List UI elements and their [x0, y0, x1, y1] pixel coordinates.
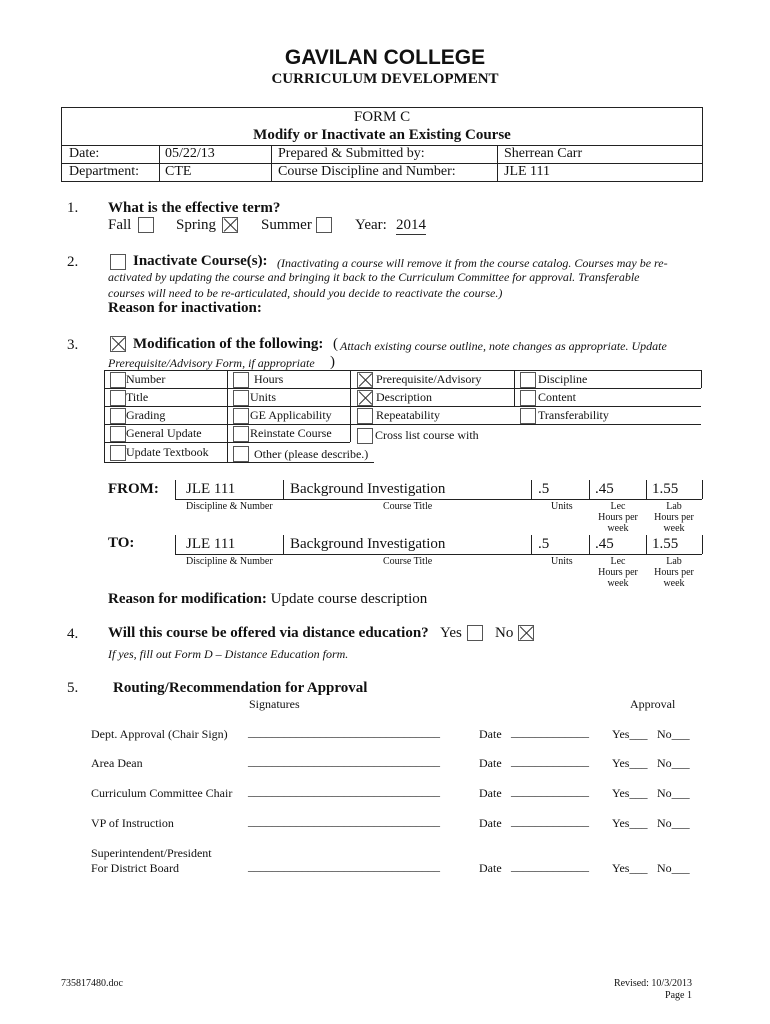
q1-number: 1. — [67, 200, 79, 216]
routing-date-line[interactable]: _____________ — [511, 754, 589, 768]
option-textbook-checkbox[interactable] — [110, 445, 126, 461]
routing-date-label: Date — [479, 861, 502, 875]
q3-note-line2: Prerequisite/Advisory Form, if appropriate — [108, 356, 315, 370]
approval-header: Approval — [630, 697, 676, 711]
option-units-label: Units — [250, 390, 277, 404]
from-caption-lec: Lec Hours per week — [598, 501, 638, 534]
q5-title: Routing/Recommendation for Approval — [113, 680, 368, 696]
to-label: TO: — [108, 535, 135, 551]
routing-date-label: Date — [479, 756, 502, 770]
q2-title: Inactivate Course(s): — [133, 253, 268, 269]
from-caption-title: Course Title — [383, 501, 433, 512]
q5-number: 5. — [67, 680, 79, 696]
footer-filename: 735817480.doc — [61, 978, 123, 989]
to-course-title[interactable]: Background Investigation — [290, 536, 446, 552]
approval-yes[interactable]: Yes___ — [612, 786, 648, 800]
signature-line[interactable]: ________________________________ — [248, 859, 440, 873]
option-ge-label: GE Applicability — [250, 408, 332, 422]
q3-note-close: ) — [330, 354, 335, 370]
footer-revised: Revised: 10/3/2013 — [613, 978, 692, 989]
prepared-label: Prepared & Submitted by: — [278, 146, 425, 161]
option-transferability-label: Transferability — [538, 408, 609, 422]
q1-year-label: Year: — [355, 217, 387, 233]
curriculum-subtitle: CURRICULUM DEVELOPMENT — [271, 71, 499, 87]
course-value[interactable]: JLE 111 — [504, 164, 551, 179]
signature-line[interactable]: ________________________________ — [248, 754, 440, 768]
option-description-checkbox[interactable] — [357, 390, 373, 406]
q2-note-line1: (Inactivating a course will remove it from the course catalog. Courses may be re- — [277, 256, 668, 270]
approval-yes[interactable]: Yes___ — [612, 816, 648, 830]
option-other-label: Other (please describe.) — [254, 447, 369, 461]
to-units[interactable]: .5 — [538, 536, 550, 552]
footer-page: Page 1 — [665, 990, 692, 1001]
option-textbook-label: Update Textbook — [126, 445, 209, 459]
signature-line[interactable]: ________________________________ — [248, 814, 440, 828]
from-discipline[interactable]: JLE 111 — [186, 481, 236, 497]
q1-question: What is the effective term? — [108, 200, 281, 216]
q2-note-line3: courses will need to be re-articulated, should you decide to reactivate the course.) — [108, 286, 503, 300]
routing-role: VP of Instruction — [91, 816, 174, 830]
q4-question: Will this course be offered via distance education? — [108, 625, 429, 641]
from-caption-lab: Lab Hours per week — [654, 501, 694, 534]
inactivate-checkbox[interactable] — [110, 254, 126, 270]
college-title: GAVILAN COLLEGE — [284, 46, 486, 69]
option-hours-label: Hours — [254, 372, 284, 386]
approval-yes[interactable]: Yes___ — [612, 727, 648, 741]
from-course-title[interactable]: Background Investigation — [290, 481, 446, 497]
routing-role: Curriculum Committee Chair — [91, 786, 233, 800]
approval-no[interactable]: No___ — [657, 816, 690, 830]
from-row — [175, 480, 702, 500]
q1-spring-label: Spring — [176, 217, 217, 233]
routing-date-label: Date — [479, 786, 502, 800]
option-repeatability-label: Repeatability — [376, 408, 440, 422]
to-caption-units: Units — [551, 556, 573, 567]
modification-checkbox[interactable] — [110, 336, 126, 352]
option-transferability-checkbox[interactable] — [520, 408, 536, 424]
option-discipline-label: Discipline — [538, 372, 588, 386]
option-prerequisite-checkbox[interactable] — [357, 372, 373, 388]
option-ge-checkbox[interactable] — [233, 408, 249, 424]
option-title-checkbox[interactable] — [110, 390, 126, 406]
routing-role: Dept. Approval (Chair Sign) — [91, 727, 228, 741]
routing-date-label: Date — [479, 816, 502, 830]
spring-checkbox[interactable] — [222, 217, 238, 233]
from-lab-hours[interactable]: 1.55 — [652, 481, 679, 497]
option-content-checkbox[interactable] — [520, 390, 536, 406]
date-value[interactable]: 05/22/13 — [165, 146, 215, 161]
option-number-label: Number — [126, 372, 166, 386]
from-lec-hours[interactable]: .45 — [595, 481, 614, 497]
option-cross-list-label: Cross list course with — [375, 428, 479, 442]
routing-date-line[interactable]: _____________ — [511, 725, 589, 739]
q1-fall-label: Fall — [108, 217, 132, 233]
routing-role: Superintendent/President — [91, 846, 212, 860]
routing-role-line2: For District Board — [91, 861, 179, 875]
q3-note-line1: Attach existing course outline, note changes as appropriate. Update — [340, 339, 667, 353]
signature-line[interactable]: ________________________________ — [248, 784, 440, 798]
modification-reason-label: Reason for modification: — [108, 591, 267, 607]
form-title: Modify or Inactivate an Existing Course — [253, 127, 511, 143]
routing-role: Area Dean — [91, 756, 143, 770]
course-label: Course Discipline and Number: — [278, 164, 456, 179]
option-title-label: Title — [126, 390, 149, 404]
option-general-update-label: General Update — [126, 426, 202, 440]
routing-date-line[interactable]: _____________ — [511, 859, 589, 873]
fall-checkbox[interactable] — [138, 217, 154, 233]
option-repeatability-checkbox[interactable] — [357, 408, 373, 424]
approval-no[interactable]: No___ — [657, 861, 690, 875]
department-label: Department: — [69, 164, 139, 179]
q4-note: If yes, fill out Form D – Distance Education form. — [108, 647, 349, 661]
option-units-checkbox[interactable] — [233, 390, 249, 406]
option-prerequisite-label: Prerequisite/Advisory — [376, 372, 482, 386]
option-general-update-checkbox[interactable] — [110, 426, 126, 442]
option-discipline-checkbox[interactable] — [520, 372, 536, 388]
to-caption-discipline: Discipline & Number — [186, 556, 273, 567]
department-value[interactable]: CTE — [165, 164, 192, 179]
distance-no-checkbox[interactable] — [518, 625, 534, 641]
option-reinstate-checkbox[interactable] — [233, 426, 249, 442]
option-description-label: Description — [376, 390, 432, 404]
q2-number: 2. — [67, 254, 79, 270]
routing-date-line[interactable]: _____________ — [511, 784, 589, 798]
option-number-checkbox[interactable] — [110, 372, 126, 388]
distance-yes-checkbox[interactable] — [467, 625, 483, 641]
to-lab-hours[interactable]: 1.55 — [652, 536, 679, 552]
modification-reason — [108, 591, 427, 608]
approval-yes[interactable]: Yes___ — [612, 756, 648, 770]
to-lec-hours[interactable]: .45 — [595, 536, 614, 552]
option-other-checkbox[interactable] — [233, 446, 249, 462]
q4-yes-label: Yes — [440, 625, 462, 641]
routing-date-label: Date — [479, 727, 502, 741]
signature-line[interactable]: ________________________________ — [248, 725, 440, 739]
modification-reason-value[interactable]: Update course description — [270, 591, 428, 607]
q3-title: Modification of the following: — [133, 336, 324, 352]
option-content-label: Content — [538, 390, 576, 404]
option-hours-checkbox[interactable] — [233, 372, 249, 388]
routing-date-line[interactable]: _____________ — [511, 814, 589, 828]
q3-number: 3. — [67, 337, 79, 353]
q2-note-line2: activated by updating the course and bringing it back to the Curriculum Committee for approval. Transferable — [108, 270, 640, 284]
date-label: Date: — [69, 146, 100, 161]
option-grading-label: Grading — [126, 408, 166, 422]
q4-number: 4. — [67, 626, 79, 642]
q3-note-open: ( — [333, 336, 338, 352]
q4-no-label: No — [495, 625, 514, 641]
approval-no[interactable]: No___ — [657, 786, 690, 800]
to-caption-lec: Lec Hours per week — [598, 556, 638, 589]
q1-summer-label: Summer — [261, 217, 312, 233]
from-label: FROM: — [108, 481, 159, 497]
option-reinstate-label: Reinstate Course — [250, 426, 332, 440]
q1-year-value[interactable]: 2014 — [396, 217, 426, 233]
summer-checkbox[interactable] — [316, 217, 332, 233]
from-caption-units: Units — [551, 501, 573, 512]
approval-no[interactable]: No___ — [657, 727, 690, 741]
to-row — [175, 535, 702, 555]
modification-options-grid — [104, 370, 701, 463]
to-caption-lab: Lab Hours per week — [654, 556, 694, 589]
from-units[interactable]: .5 — [538, 481, 550, 497]
option-cross-list-checkbox[interactable] — [357, 428, 373, 444]
signatures-header: Signatures — [249, 697, 300, 711]
form-header-box — [61, 107, 703, 182]
from-caption-discipline: Discipline & Number — [186, 501, 273, 512]
option-grading-checkbox[interactable] — [110, 408, 126, 424]
approval-no[interactable]: No___ — [657, 756, 690, 770]
to-caption-title: Course Title — [383, 556, 433, 567]
approval-yes[interactable]: Yes___ — [612, 861, 648, 875]
to-discipline[interactable]: JLE 111 — [186, 536, 236, 552]
inactivation-reason-label: Reason for inactivation: — [108, 300, 262, 316]
prepared-value[interactable]: Sherrean Carr — [504, 146, 583, 161]
form-name: FORM C — [353, 109, 411, 125]
